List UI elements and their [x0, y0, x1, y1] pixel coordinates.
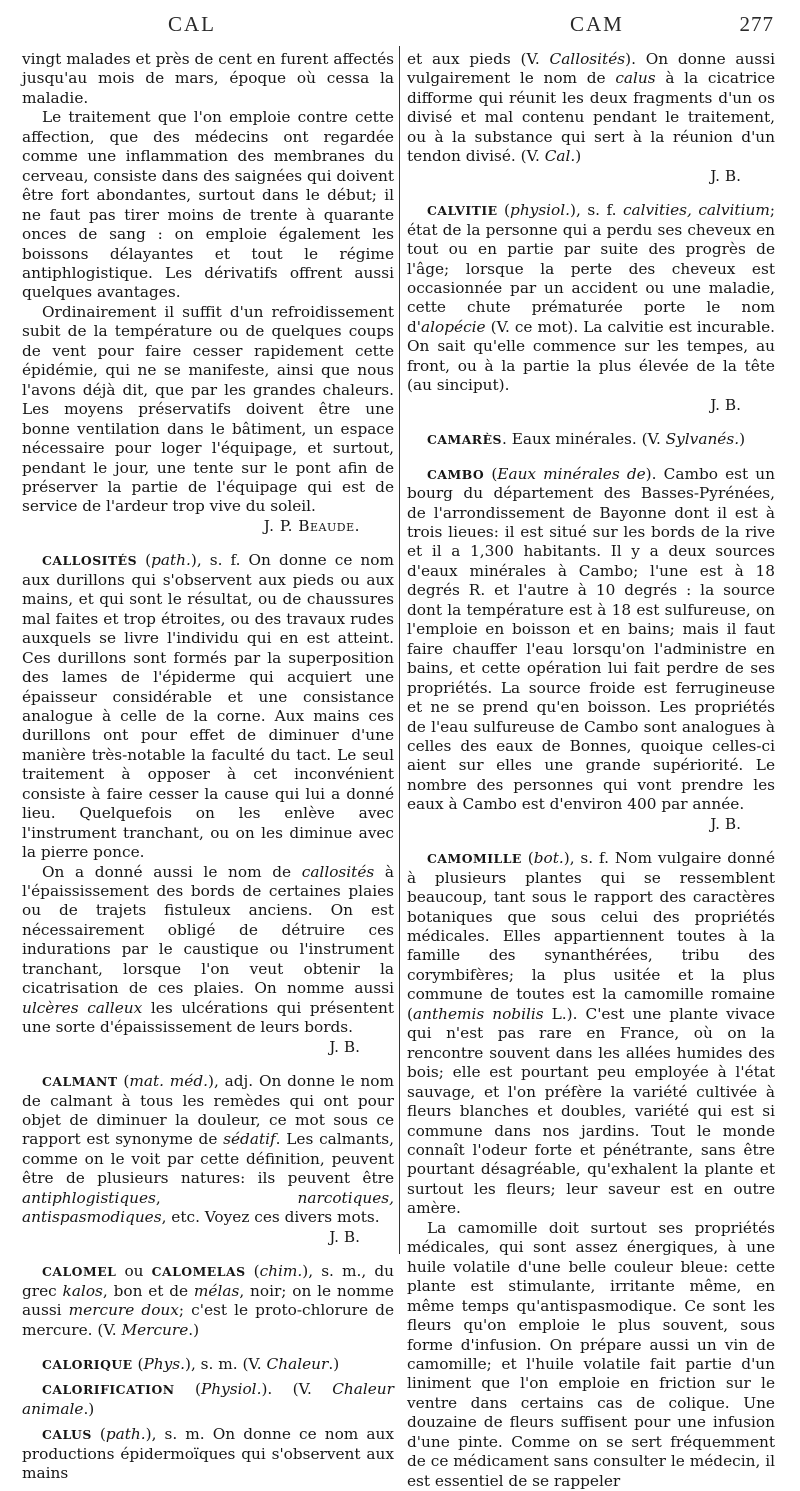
headword: CALVITIE: [427, 203, 498, 219]
entry-text: ). Cambo est un bourg du département des Basses-Pyrénées, de l'arrondissement de Bayonne dont il est à trois lieues: il est situé sur les bords de la rive et il a 1,300 habitants. Il y a deux sources d'eaux minérales à Cambo; l'une est à 18 degrés R. et l'autre à 10 degrés : la source dont la température est à 18 est sulfureuse, on l'emploie en boisson et en bains; mais il faut faire chauffer l'eau lorsqu'on l'administre en bains, et cette opération lui fait perdre de ses propriétés. La source froide est ferrugineuse et ne se prend qu'en boisson. Les propriétés de l'eau sulfureuse de Cambo sont analogues à celles des eaux de Bonnes, quoique celles-ci aient sur elles une grande supériorité. Le nombre des personnes qui vont prendre les eaux à Cambo est d'environ 400 par année.: [407, 464, 775, 814]
entry-text: à l'épaississement des bords de certaines plaies ou de trajets fistuleux anciens. On est nécessairement obligé de détruire ces indurations par le caustique ou l'instrument tranchant, lorsque l'on veut obtenir la cicatrisation de ces plaies. On nomme aussi: [22, 862, 395, 998]
italic-term: Chaleur animale: [22, 1380, 394, 1418]
headword: CALOMEL: [42, 1264, 117, 1280]
entry-text: . Eaux minérales. (V.: [502, 430, 666, 449]
entry-calus: CALUS (path.), s. m. On donne ce nom aux productions épidermoïques qui s'observent aux mains: [22, 1425, 394, 1483]
entry-calus-continued: [407, 50, 775, 167]
italic-term: mélas: [193, 1281, 240, 1300]
headword: CALOMELAS: [151, 1264, 246, 1280]
paragraph-continuation: vingt malades et près de cent en furent affectés jusqu'au mois de mars, époque où cessa la maladie.: [22, 50, 394, 107]
headword: CAMBO: [427, 466, 485, 482]
entry-text: , noir; on le nomme aussi: [22, 1281, 394, 1320]
category: Physiol.: [200, 1380, 262, 1399]
entry-callosites: CALLOSITÉS (path.), s. f. On donne ce nom aux durillons qui s'observent aux pieds ou aux mains, et qui sont le résultat, ou de chaussures mal faites et trop étroites, ou des travaux rudes auxquels se livre l'individu qui en est atteint. Ces durillons sont formés par la superposition des lames de l'épiderme qui acquiert une épaisseur considérable et une consistance analogue à celle de la corne. Aux mains ces durillons ont pour effet de diminuer d'une manière très-notable la faculté du tact. Le seul traitement à opposer à cet inconvénient consiste à faire cesser la cause qui lui a donné lieu. Quelquefois on les enlève avec l'instrument tranchant, ou on les diminue avec la pierre ponce.: [22, 551, 394, 862]
entry-text: et aux pieds (V.: [407, 50, 550, 68]
headword: CALUS: [42, 1427, 92, 1443]
paragraph-treatment: Le traitement que l'on emploie contre cette affection, que des médecins ont regardée comme une inflammation des membranes du cerveau, consiste dans des saignées qui doivent être fort abondantes, surtout dans le début; il ne faut pas tirer moins de trente à quarante onces de sang : on emploie également les boissons délayantes et tout le régime antiphlogistique. Les dérivatifs offrent aussi quelques avantages.: [22, 108, 394, 302]
italic-term: calvities, calvitium: [622, 201, 770, 220]
italic-term: anthemis nobilis: [412, 1004, 544, 1023]
entry-text: .): [328, 1355, 340, 1373]
italic-term: alopécie: [421, 317, 486, 336]
entry-text: ,: [155, 1188, 298, 1207]
entry-text: à la cicatrice difforme qui réunit les deux fragments d'un os divisé et mal contenu pendant le traitement, ou à la substance qui sert à la réunion d'un tendon divisé. (V.: [407, 69, 775, 166]
entry-text: , s. f. Nom vulgaire donné à plusieurs plantes qui se ressemblent beaucoup, tant sous le rapport des caractères botaniques que sous celui des propriétés médicales. Elles appartiennent toutes à la famille des synanthérées, tribu des corymbifères; la plus usitée et la plus commune de toutes est la camomille romaine (: [407, 849, 775, 1023]
entry-text: , s. m. On donne ce nom aux productions épidermoïques qui s'observent aux mains: [22, 1425, 394, 1483]
page-number: 277: [739, 12, 774, 36]
italic-term: Mercure: [121, 1320, 189, 1339]
entry-text: L.). C'est une plante vivace qui n'est pas rare en France, où on la rencontre souvent dans les allées humides des bois; elle est pourtant peu employée à l'état sauvage, et l'on préfère la variété cultivée à fleurs blanches et doubles, variété qui est si commune dans nos jardins. Tout le monde connaît l'odeur forte et pénétrante, sans être pourtant désagréable, qu'exhalent la plante et surtout les fleurs; leur saveur est en outre amère.: [407, 1004, 776, 1218]
entry-callosites-continued: [22, 863, 394, 1038]
entry-cambo: [407, 465, 775, 815]
entry-text: , bon et de: [102, 1281, 194, 1300]
author-signature: J. B.: [710, 395, 741, 414]
category: bot.: [533, 849, 564, 868]
entry-camomille-continued: La camomille doit surtout ses propriétés médicales, qui sont assez énergiques, à une huile volatile d'une belle couleur bleue: cette plante est stimulante, irritante même, en même temps qu'antispasmodique. Ce sont les fleurs qu'on emploie le plus souvent, sous forme d'infusion. On prépare aussi un vin de camomille; et l'huile volatile fait partie d'un liniment que l'on emploie en friction sur le ventre dans certains cas de colique. Une douzaine de fleurs suffisent pour une infusion d'une pinte. Comme on se sert fréquemment de ce médicament sans consulter le médecin, il est essentiel de se rappeler: [407, 1218, 775, 1490]
entry-calomel: CALOMEL ou CALOMELAS (chim.), s. m., du grec kalos, bon et de mélas, noir; on le nomme aussi mercure doux; c'est le proto-chlorure de mercure. (V. Mercure.): [22, 1262, 394, 1339]
entry-text: . Les calmants, comme on le voit par cette définition, peuvent être de plusieurs natures: ils peuvent être: [22, 1130, 394, 1188]
running-head-right: CAM: [570, 12, 624, 36]
entry-text: , adj. On donne le nom de calmant à tous les remèdes qui ont pour objet de diminuer la douleur, ce mot sous ce rapport est synonyme de: [22, 1072, 394, 1149]
entry-text: ). On donne aussi vulgairement le nom de: [407, 50, 775, 88]
headword: CALMANT: [42, 1074, 118, 1090]
category: path.: [151, 551, 191, 570]
italic-term: calus: [615, 69, 656, 88]
category: mat. méd.: [129, 1072, 208, 1091]
headword: CALORIFICATION: [42, 1382, 175, 1398]
italic-term: sédatif: [223, 1130, 276, 1149]
entry-text: ; c'est le proto-chlorure de mercure. (V.: [22, 1301, 394, 1339]
entry-camares: [407, 430, 775, 449]
right-column: [407, 50, 776, 1490]
author-signature: J. B.: [329, 1037, 360, 1056]
italic-term: callosités: [301, 862, 375, 881]
entry-text: ): [739, 430, 746, 449]
entry-text: ; état de la personne qui a perdu ses cheveux en tout ou en partie par suite des progrès de l'âge; lorsque la perte des cheveux est occasionnée par un accident ou une maladie, cette chute prématurée porte le nom d': [407, 201, 775, 336]
italic-term: Cal.: [544, 147, 576, 166]
category: Phys.: [143, 1355, 185, 1373]
entry-calmant: CALMANT (mat. méd.), adj. On donne le nom de calmant à tous les remèdes qui ont pour objet de diminuer la douleur, ce mot sous ce rapport est synonyme de sédatif. Les calmants, comme on le voit par cette définition, peuvent être de plusieurs natures: ils peuvent être antiphlogistiques, narcotiques, antispasmodiques, etc. Voyez ces divers mots.: [22, 1072, 394, 1227]
category: physiol.: [510, 201, 571, 220]
entry-calorique: CALORIQUE (Phys.), s. m. (V. Chaleur.): [42, 1355, 340, 1373]
entry-text: ): [575, 147, 582, 166]
entry-text: , s. f.: [576, 201, 623, 220]
italic-term: Callosités: [549, 50, 626, 68]
category: chim.: [259, 1262, 303, 1281]
running-head: [0, 12, 800, 42]
italic-term: mercure doux: [68, 1301, 179, 1320]
italic-term: antiphlogistiques: [22, 1188, 156, 1207]
entry-text: . (V.: [267, 1380, 333, 1399]
italic-term: Sylvanés.: [665, 430, 740, 449]
paragraph-prevention: Ordinairement il suffit d'un refroidissement subit de la température ou de quelques coups de vent pour faire cesser rapidement cette épidémie, qui ne se manifeste, ainsi que nous l'avons déjà dit, que par les grandes chaleurs. Les moyens préservatifs doivent être une bonne ventilation dans le bâtiment, un espace nécessaire pour loger l'équipage, et surtout, pendant le jour, une tente sur le pont afin de préserver la partie de l'équipage qui est de service de l'ardeur trop vive du soleil.: [22, 302, 394, 516]
italic-term: ulcères calleux: [22, 998, 143, 1017]
entry-calvitie: CALVITIE (physiol.), s. f. calvities, calvitium; état de la personne qui a perdu ses cheveux en tout ou en partie par suite des progrès de l'âge; lorsque la perte des cheveux est occasionnée par un accident ou une maladie, cette chute prématurée porte le nom d'alopécie (V. ce mot). La calvitie est incurable. On sait qu'elle commence sur les tempes, au front, ou à la partie la plus élevée de la tête (au sinciput).: [407, 201, 775, 395]
entry-text: (V. ce mot). La calvitie est incurable. On sait qu'elle commence sur les tempes, au front, ou à la partie la plus élevée de la tête (au sinciput).: [407, 317, 775, 395]
headword: CAMOMILLE: [427, 851, 522, 867]
entry-text: .): [83, 1399, 95, 1418]
italic-term: Chaleur: [266, 1355, 329, 1373]
running-head-left: CAL: [168, 12, 216, 36]
headword: CALLOSITÉS: [42, 553, 138, 569]
entry-text: (: [484, 464, 498, 483]
author-signature: J. B.: [710, 166, 741, 185]
category: path.: [105, 1425, 146, 1444]
entry-calorification: CALORIFICATION (Physiol.). (V. Chaleur animale.): [22, 1380, 394, 1418]
entry-text: , s. m. (V.: [190, 1355, 267, 1373]
entry-text: , s. m., du grec: [22, 1262, 394, 1300]
italic-term: kalos: [62, 1281, 103, 1300]
left-column: [22, 50, 395, 1483]
italic-term: Eaux minérales de: [497, 464, 646, 483]
entry-camomille: CAMOMILLE (bot.), s. f. Nom vulgaire donné à plusieurs plantes qui se ressemblent beaucoup, tant sous le rapport des caractères botaniques que sous celui des propriétés médicales. Elles appartiennent toutes à la famille des synanthérées, tribu des corymbifères; la plus usitée et la plus commune de toutes est la camomille romaine (anthemis nobilis L.). C'est une plante vivace qui n'est pas rare en France, où on la rencontre souvent dans les allées humides des bois; elle est pourtant peu employée à l'état sauvage, et l'on préfère la variété cultivée à fleurs blanches et doubles, variété qui est si commune dans nos jardins. Tout le monde connaît l'odeur forte et pénétrante, sans être pourtant désagréable, qu'exhalent la plante et surtout les fleurs; leur saveur est en outre amère.: [407, 849, 776, 1218]
entry-text: On a donné aussi le nom de: [42, 862, 302, 881]
entry-text: ou: [116, 1262, 152, 1281]
entry-text: , etc. Voyez ces divers mots.: [161, 1208, 380, 1227]
author-signature: J. B.: [329, 1227, 360, 1246]
author-signature: J. B.: [710, 814, 741, 833]
entry-text: les ulcérations qui présentent une sorte d'épaississement de leurs bords.: [22, 998, 394, 1037]
author-signature: J. P. Beaude.: [263, 516, 360, 535]
italic-term: narcotiques, antispasmodiques: [22, 1188, 394, 1227]
headword: CALORIQUE: [42, 1357, 133, 1372]
headword: CAMARÈS: [427, 432, 502, 448]
entry-text: , s. f. On donne ce nom aux durillons qui s'observent aux pieds ou aux mains, et qui sont le résultat, ou de chaussures mal faites et trop étroites, ou des travaux rudes auxquels se livre l'individu qui en est atteint. Ces durillons sont formés par la superposition des lames de l'épiderme qui acquiert une épaisseur considérable et une consistance analogue à celle de la corne. Aux mains ces durillons ont pour effet de diminuer d'une manière très-notable la faculté du tact. Le seul traitement à opposer à cet inconvénient consiste à faire cesser la cause qui lui a donné lieu. Quelquefois on les enlève avec l'instrument tranchant, ou on les diminue avec la pierre ponce.: [22, 551, 394, 862]
entry-text: .): [188, 1320, 200, 1339]
column-divider: [399, 46, 400, 1254]
